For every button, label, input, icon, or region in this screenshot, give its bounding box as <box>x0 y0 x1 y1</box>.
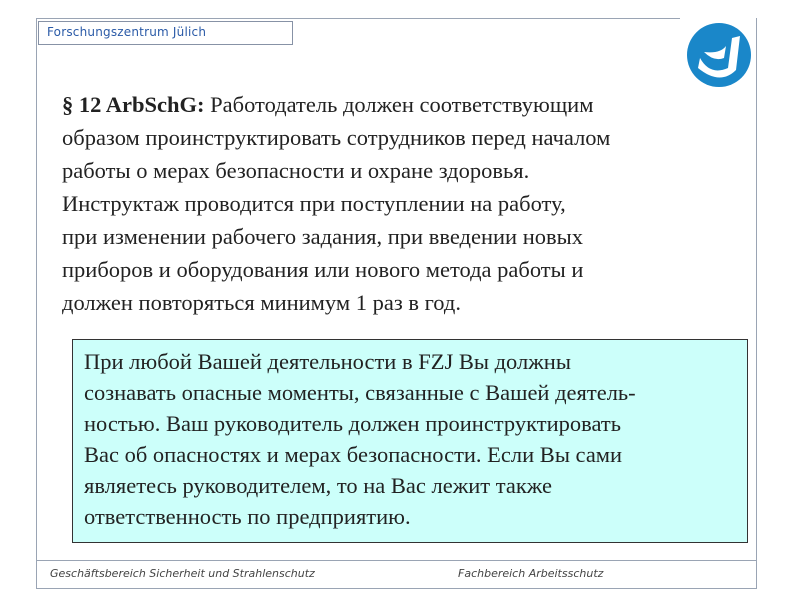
law-text-line: Инструктаж проводится при поступлении на работу, <box>62 191 566 216</box>
footer-section: Fachbereich Arbeitsschutz <box>458 567 604 580</box>
law-text-line: приборов и оборудования или нового метода работы и <box>62 257 584 282</box>
law-paragraph-line-1 <box>62 88 762 121</box>
footer-divider <box>37 560 757 561</box>
footer-department: Geschäftsbereich Sicherheit und Strahlenschutz <box>50 567 315 580</box>
info-text-line: ностью. Ваш руководитель должен проинструктировать <box>84 411 621 436</box>
law-paragraph <box>62 88 762 319</box>
info-text-line: сознавать опасные моменты, связанные с Вашей деятель- <box>84 380 636 405</box>
law-reference: § 12 ArbSchG: <box>62 92 205 117</box>
info-text-line: При любой Вашей деятельности в FZJ Вы должны <box>84 349 571 374</box>
info-text-line: являетесь руководителем, то на Вас лежит также <box>84 473 553 498</box>
info-box <box>72 339 748 543</box>
law-text-line: Работодатель должен соответствующим <box>204 92 594 117</box>
law-text-line: работы о мерах безопасности и охране здоровья. <box>62 158 530 183</box>
law-text-line: образом проинструктировать сотрудников перед началом <box>62 125 611 150</box>
header-box <box>38 21 293 45</box>
info-text-line: Вас об опасностях и мерах безопасности. Если Вы сами <box>84 442 623 467</box>
info-text <box>84 346 636 532</box>
institution-name: Forschungszentrum Jülich <box>47 25 207 39</box>
fzj-logo-icon <box>680 18 756 88</box>
law-text-line: должен повторяться минимум 1 раз в год. <box>62 290 461 315</box>
info-text-line: ответственность по предприятию. <box>84 504 411 529</box>
law-text-line: при изменении рабочего задания, при введении новых <box>62 224 583 249</box>
